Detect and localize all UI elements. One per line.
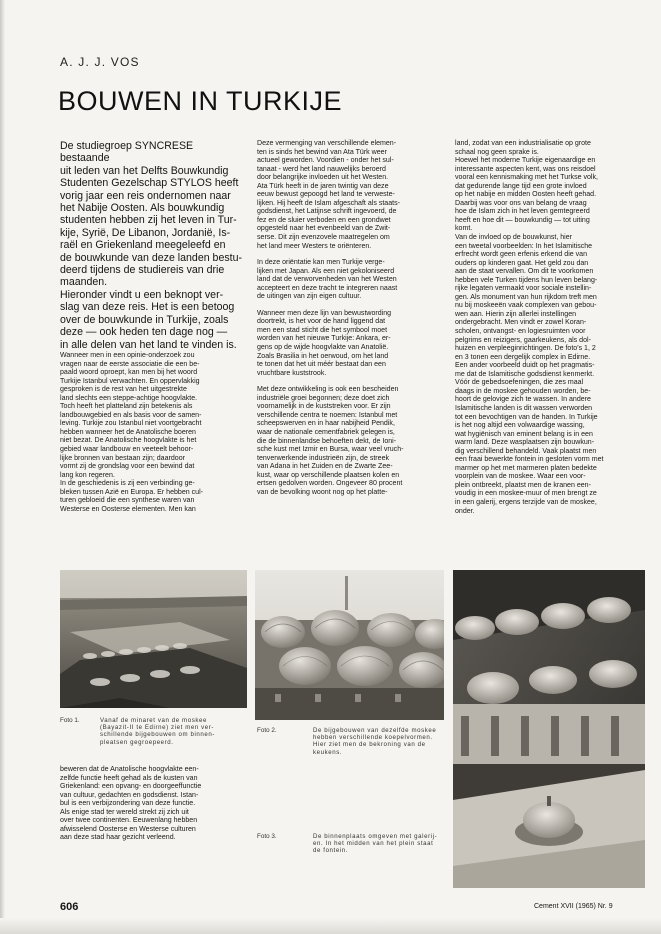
body-paragraph: land, zodat van een industrialisatie op grote schaal nog geen sprake is. Hoewel het moderne Turkije eigenaardige en interessante aspecten kent, was ons reisdoel vooral een kennismaking met het Turkse volk, dat gedurende lange tijd een grote invloed op het nabije en midden Oosten heeft gehad. Daarbij was voor ons van belang de vraag hoe de Islam zich in het leven gemtegreerd heeft en hoe dit — bouwkundig — tot uiting komt. <box>455 140 598 233</box>
photo-2-kitchen-domes <box>255 570 444 720</box>
caption-label-foto-1: Foto 1. <box>60 717 80 724</box>
body-paragraph: Met deze ontwikkeling is ook een bescheiden industriële groei begonnen; deze doet zich voornamelijk in de kuststreken voor. Er zijn verschillende centra te noemen: Istanbul met scheepswerven en in haar nabijheid Pendik, waar de nationale cementfabriek gelegen is, die de binnenlandse behoeften dekt, de Ioni- sche kust met Izmir en Bursa, waar veel vruch- tenverwerkende industrieën zijn, de streek van Adana in het Zuiden en de Zwarte Zee- kust, waar op verschillende plaatsen kolen en ertsen gedolven worden. Ongeveer 80 procent van de bevolking woont nog op het platte- <box>257 386 404 496</box>
text-column-2 <box>257 140 444 497</box>
text-column-1-bottom <box>60 766 247 843</box>
caption-text-foto-1: Vanaf de minaret van de moskee (Bayazit-II te Edirne) ziet men ver- schillende bijgebouwen om binnen- pleatsen gegroepeerd. <box>100 717 215 746</box>
photo-3-courtyard-galleries <box>453 570 645 888</box>
page-number: 606 <box>60 901 79 913</box>
caption-text-foto-3: De binnenplaats omgeven met galerij- en. In het midden van het plein staat de fontein. <box>313 833 438 855</box>
caption-text-foto-2: De bijgebouwen van dezelfde moskee hebben verschillende koepelvormen. Hier ziet men de bekroning van de keukens. <box>313 727 437 756</box>
text-column-3 <box>455 140 643 516</box>
photo-1-aerial-courtyards <box>60 570 247 708</box>
caption-label-foto-2: Foto 2. <box>257 727 277 734</box>
body-paragraph: In deze oriëntatie kan men Turkije verge- lijken met Japan. Als een niet gekoloniseerd land dat de verworvenheden van het Westen accepteert en deze tracht te integreren naast de uitingen van zijn eigen cultuur. <box>257 259 398 301</box>
body-paragraph: In de geschiedenis is zij een verbinding ge- bleken tussen Azië en Europa. Er hebben cul- turen gebloeid die een synthese waren van Westerse en Oosterse elementen. Men kan <box>60 480 203 513</box>
article-author: A. J. J. VOS <box>60 55 140 69</box>
body-paragraph: beweren dat de Anatolische hoogvlakte een- zelfde functie heeft gehad als de kusten van Griekenland: een opvang- en doorgeeffunctie van cultuur, gedachten en godsdienst. Istan- bul is een verbijzondering van deze functie. Als enige stad ter wereld strekt zij zich uit over twee continenten. Eeuwenlang hebben afwisselend Oosterse en Westerse culturen aan deze stad haar gezicht verleend. <box>60 766 202 842</box>
body-paragraph: Van de invloed op de bouwkunst, hier een tweetal voorbeelden: In het Islamitische erfrecht wordt geen erfenis erkend die van ouders op kinderen gaat. Het geld zou dan aan de staat vervallen. Om dit te voorkomen hebben vele Turken tijdens hun leven belang- rijke legaten vermaakt voor sociale instellin- gen. Als monument van hun rijkdom treft men nu bij moskeeën vaak complexen van gebou- wen aan. Hierin zijn allerlei instellingen ondergebracht. Men vindt er zowel Koran- scholen, ontvangst- en logiesruimten voor pelgrims en reizigers, gaarkeukens, als dol- huizen en verpleeginrichtingen. De foto's 1, 2 en 3 tonen een dergelijk complex in Edirne. Een ander voorbeeld duidt op het pragmatis- me dat de Islamitische godsdienst kenmerkt. Vóór de gebedsoefeningen, die zes maal daags in de moskee gehouden worden, be- hoort de gelovige zich te wassen. In andere Islamitische landen is dit wassen verworden tot een bevochtigen van de handen. In Turkije is het nog altijd een volwaardige wassing, wat hygiënisch van eminent belang is in een warm land. Deze wasplaatsen zijn bouwkun- dig verschillend behandeld. Vaak plaatst men een fraai bewerkte fontein in gesloten vorm met marmer op het met marmeren platen bedekte voorplein van de moskee. Waar een voor- plein ontbreekt, plaatst men de kranen een- voudig in een moskee-muur of men brengt ze in een galerij, ergens terzijde van de moskee, onder. <box>455 234 604 515</box>
intro-paragraph: De studiegroep SYNCRESE bestaande uit leden van het Delfts Bouwkundig Studenten Gezelschap STYLOS heeft vorig jaar een reis ondernomen naar het Nabije Oosten. Als bouwkundig studenten hebben zij het leven in Tur- kije, Syrië, De Libanon, Jordanië, Is- raël en Griekenland meegeleefd en de bouwkunde van deze landen bestu- deerd tijdens de studiereis van drie maanden. <box>60 140 242 289</box>
journal-reference: Cement XVII (1965) Nr. 9 <box>534 903 613 910</box>
intro-paragraph: Hieronder vindt u een beknopt ver- slag van deze reis. Het is een betoog over de bouwkunde in Turkije, zoals deze — ook heden ten dage nog — in alle delen van het land te vinden is. <box>60 288 237 351</box>
article-title: BOUWEN IN TURKIJE <box>58 86 343 116</box>
body-paragraph: Deze vermenging van verschillende elemen- ten is sinds het bewind van Ata Türk weer actueel geworden. Voordien - onder het sul- tanaat - werd het land nauwelijks beroerd door belangrijke invloeden uit het Westen. Ata Türk heeft in de jaren twintig van deze eeuw bewust gepoogd het land te verweste- lijken. Hij heeft de Islam afgeschaft als staats- godsdienst, het Latijnse schrift ingevoerd, de fez en de sluier verboden en een grondwet opgesteld naar het evenbeeld van de Zwit- serse. Dit zijn evenzovele maatregelen om het land meer Westers te oriënteren. <box>257 140 400 250</box>
text-column-1-top <box>60 352 247 514</box>
body-paragraph: Wanneer men in een opinie-onderzoek zou vragen naar de eerste associatie die een be- paald woord oproept, kan men bij het woord Turkije Istanbul verwachten. En oppervlakkig gesproken is de rest van het uitgestrekte land slechts een steppe-achtige hoogvlakte. Toch heeft het platteland zijn betekenis als landbouwgebied en als basis voor de samen- leving. Turkije zou Istanbul niet voortgebracht hebben wanneer het de Anatolische boeren niet bezat. De Anatolische hoogvlakte is het gebied waar landbouw en veeteelt behoor- lijke bronnen van bestaan zijn; daardoor vormt zij de grondslag voor een bewind dat lang kon regeren. <box>60 352 202 479</box>
page-edge-shadow <box>0 0 5 934</box>
page-edge-bottom <box>0 918 661 934</box>
body-paragraph: Wanneer men deze lijn van bewustwording doortrekt, is het voor de hand liggend dat men een stad sticht die het symbool moet worden van het nieuwe Turkije: Ankara, er- gens op de wijde hoogvlakte van Anatolië. Zoals Brasilia in het oerwoud, om het land te tonen dat het uit méér bestaat dan een vruchtbare kuststrook. <box>257 309 392 377</box>
caption-label-foto-3: Foto 3. <box>257 833 277 840</box>
article-intro <box>60 140 245 351</box>
